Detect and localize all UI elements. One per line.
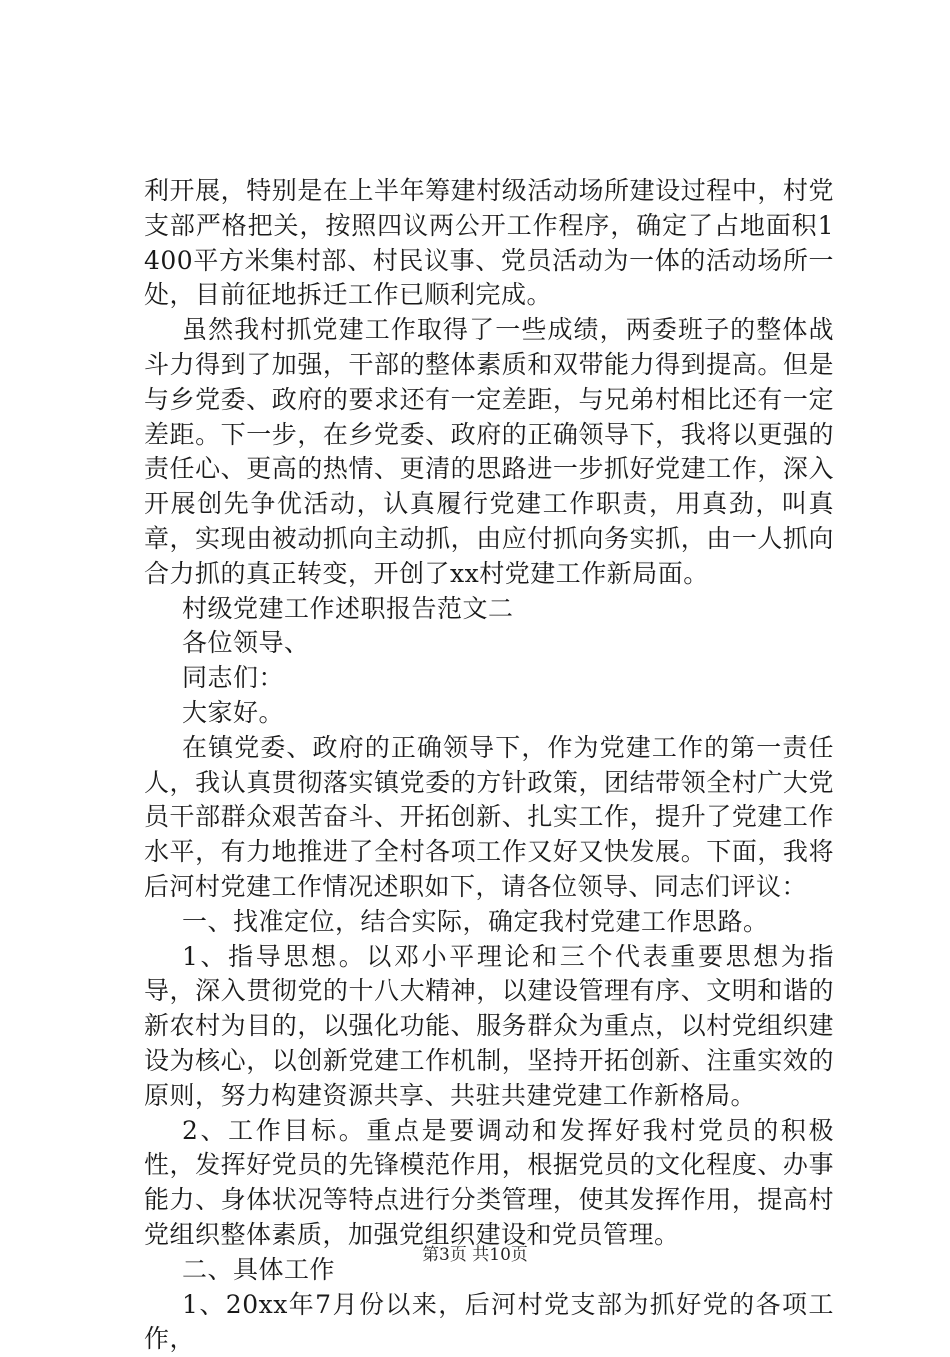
page-number-label: 第3页 共10页	[422, 1245, 528, 1265]
section-title: 村级党建工作述职报告范文二	[144, 592, 834, 627]
heading-two: 二、具体工作	[144, 1253, 834, 1288]
document-body	[144, 174, 834, 1357]
heading-one: 一、找准定位，结合实际，确定我村党建工作思路。	[144, 905, 834, 940]
paragraph-continued: 利开展，特别是在上半年筹建村级活动场所建设过程中，村党支部严格把关，按照四议两公开工作程序，确定了占地面积1400平方米集村部、村民议事、党员活动为一体的活动场所一处，目前征地拆迁工作已顺利完成。	[144, 174, 834, 313]
paragraph-work-goal: 2、工作目标。重点是要调动和发挥好我村党员的积极性，发挥好党员的先锋模范作用，根据党员的文化程度、办事能力、身体状况等特点进行分类管理，使其发挥作用，提高村党组织整体素质，加强党组织建设和党员管理。	[144, 1114, 834, 1253]
paragraph: 虽然我村抓党建工作取得了一些成绩，两委班子的整体战斗力得到了加强，干部的整体素质和双带能力得到提高。但是与乡党委、政府的要求还有一定差距，与兄弟村相比还有一定差距。下一步，在乡党委、政府的正确领导下，我将以更强的责任心、更高的热情、更清的思路进一步抓好党建工作，深入开展创先争优活动，认真履行党建工作职责，用真劲，叫真章，实现由被动抓向主动抓，由应付抓向务实抓，由一人抓向合力抓的真正转变，开创了xx村党建工作新局面。	[144, 313, 834, 591]
salutation-line: 同志们：	[144, 661, 834, 696]
paragraph: 在镇党委、政府的正确领导下，作为党建工作的第一责任人，我认真贯彻落实镇党委的方针政策，团结带领全村广大党员干部群众艰苦奋斗、开拓创新、扎实工作，提升了党建工作水平，有力地推进了全村各项工作又好又快发展。下面，我将后河村党建工作情况述职如下，请各位领导、同志们评议：	[144, 731, 834, 905]
greeting-line: 大家好。	[144, 696, 834, 731]
paragraph-specific-work: 1、20xx年7月份以来，后河村党支部为抓好党的各项工作，	[144, 1288, 834, 1357]
salutation-line: 各位领导、	[144, 626, 834, 661]
paragraph-guiding-ideology: 1、指导思想。以邓小平理论和三个代表重要思想为指导，深入贯彻党的十八大精神，以建设管理有序、文明和谐的新农村为目的，以强化功能、服务群众为重点，以村党组织建设为核心，以创新党建工作机制，坚持开拓创新、注重实效的原则，努力构建资源共享、共驻共建党建工作新格局。	[144, 940, 834, 1114]
page-footer	[0, 1244, 950, 1266]
